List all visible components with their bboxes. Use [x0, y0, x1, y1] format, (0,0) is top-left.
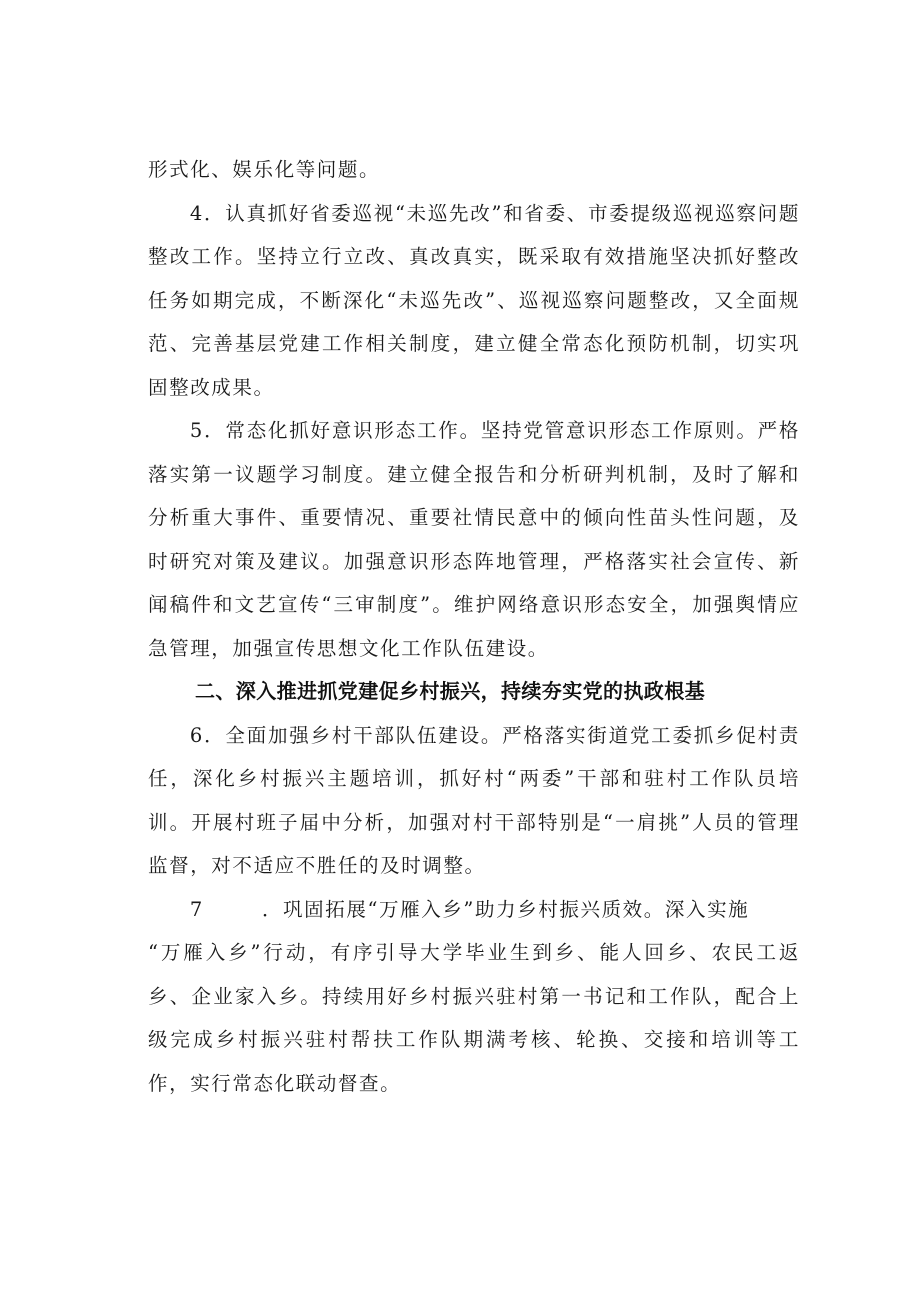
item-7-first-line: ．巩固拓展“万雁入乡”助力乡村振兴质效。深入实施 [261, 897, 750, 921]
paragraph-item-5: 5．常态化抓好意识形态工作。坚持党管意识形态工作原则。严格落实第一议题学习制度。建立健全报告和分析研判机制，及时了解和分析重大事件、重要情况、重要社情民意中的倾向性苗头性问题，及时研究对策及建议。加强意识形态阵地管理，严格落实社会宣传、新闻稿件和文艺宣传“三审制度”。维护网络意识形态安全，加强舆情应急管理，加强宣传思想文化工作队伍建设。 [148, 419, 800, 660]
paragraph-item-4: 4．认真抓好省委巡视“未巡先改”和省委、市委提级巡视巡察问题整改工作。坚持立行立改、真改真实，既采取有效措施坚决抓好整改任务如期完成，不断深化“未巡先改”、巡视巡察问题整改，又全面规范、完善基层党建工作相关制度，建立健全常态化预防机制，切实巩固整改成果。 [148, 201, 800, 399]
item-7-number: 7 [189, 897, 204, 921]
item-7-rest: “万雁入乡”行动，有序引导大学毕业生到乡、能人回乡、农民工返乡、企业家入乡。持续用好乡村振兴驻村第一书记和工作队，配合上级完成乡村振兴驻村帮扶工作队期满考核、轮换、交接和培训等工作，实行常态化联动督查。 [148, 941, 800, 1095]
document-page [148, 148, 800, 1105]
paragraph-continuation: 形式化、娱乐化等问题。 [148, 158, 381, 181]
paragraph-item-7 [148, 888, 800, 1106]
section-heading-2: 二、深入推进抓党建促乡村振兴，持续夯实党的执政根基 [195, 679, 705, 703]
paragraph-item-6: 6．全面加强乡村干部队伍建设。严格落实街道党工委抓乡促村责任，深化乡村振兴主题培训，抓好村“两委”干部和驻村工作队员培训。开展村班子届中分析，加强对村干部特别是“一肩挑”人员的管理监督，对不适应不胜任的及时调整。 [148, 723, 800, 877]
